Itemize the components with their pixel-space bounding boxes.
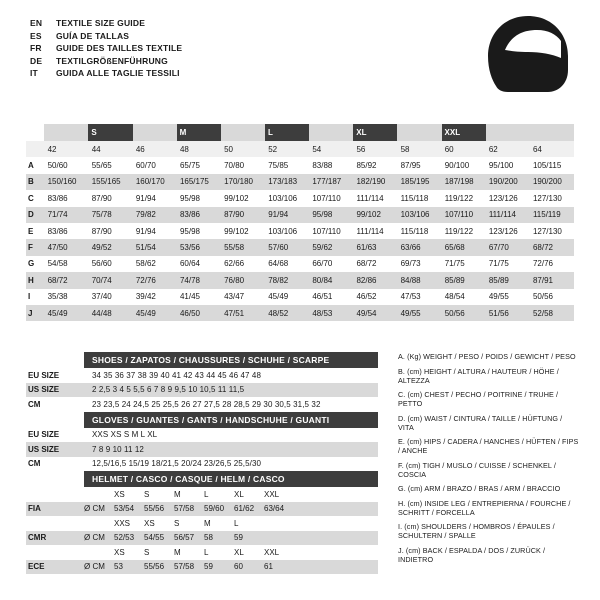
group-blank-4 — [309, 124, 353, 141]
cell: 84/88 — [398, 272, 442, 288]
helmet-size-value: 59 — [234, 533, 243, 543]
cell: 95/100 — [488, 161, 514, 171]
cell: 173/183 — [265, 174, 309, 190]
helmet-size-header: XXS — [114, 518, 131, 528]
group-blank-1 — [44, 124, 88, 141]
row-label: J — [26, 305, 45, 321]
helmet-size-value: 60 — [234, 562, 243, 572]
helmet-size-value: 59/60 — [204, 504, 225, 514]
size-number: 48 — [177, 141, 221, 157]
size-number-label — [26, 141, 45, 157]
language-row — [30, 56, 182, 66]
cell: 60/70 — [135, 161, 156, 171]
helmet-size-header: M — [174, 489, 181, 499]
size-number: 52 — [265, 141, 309, 157]
legend-item: C. (cm) CHEST / PECHO / POITRINE / TRUHE / PETTO — [398, 390, 559, 408]
helmet-size-value: 55/56 — [144, 504, 165, 514]
cell: 47/50 — [45, 239, 89, 255]
cell: 75/85 — [268, 161, 289, 171]
cell: 107/110 — [442, 207, 486, 223]
group-blank-2 — [133, 124, 177, 141]
helmet-size-header: XS — [144, 518, 155, 528]
cell: 185/195 — [398, 174, 442, 190]
cell: 53/56 — [177, 239, 221, 255]
helmet-standard-label: FIA — [28, 504, 41, 514]
cell: 99/102 — [224, 193, 249, 203]
shoes-row-label: EU SIZE — [28, 370, 60, 380]
group-blank-6 — [486, 124, 530, 141]
legend-item: D. (cm) WAIST / CINTURA / TAILLE / HÜFTUNG / VITA — [398, 413, 563, 432]
cell: 55/58 — [221, 239, 265, 255]
legend-item: J. (cm) BACK / ESPALDA / DOS / ZURÜCK / INDIETRO — [398, 545, 546, 564]
group-blank-7 — [530, 124, 574, 141]
cell: 48/53 — [309, 305, 353, 321]
helmet-size-header: XXL — [264, 547, 280, 557]
legend-item: G. (cm) ARM / BRAZO / BRAS / ARM / BRACCIO — [398, 484, 561, 493]
lower-tables — [26, 352, 378, 574]
helmet-size-header: S — [174, 518, 180, 528]
helmet-size-value: 56/57 — [174, 533, 195, 543]
shoes-row-values: 23 23,5 24 24,5 25 25,5 26 27 27,5 28 28,5 29 30 30,5 31,5 32 — [92, 399, 321, 409]
gloves-section-title: GLOVES / GUANTES / GANTS / HANDSCHUHE / GUANTI — [84, 412, 378, 428]
cell: 66/70 — [312, 259, 333, 269]
language-title: GUIDA ALLE TAGLIE TESSILI — [56, 68, 180, 78]
row-label: C — [28, 193, 34, 203]
cell: 83/86 — [47, 226, 68, 236]
cell: 46/52 — [356, 292, 377, 302]
group-size-m: M — [177, 124, 221, 141]
group-blank-3 — [221, 124, 265, 141]
cell: 58/62 — [135, 259, 156, 269]
group-size-xxl: XXL — [442, 124, 486, 141]
legend-item: F. (cm) TIGH / MUSLO / CUISSE / SCHENKEL / COSCIA — [398, 460, 556, 479]
helmet-cmr-value-row — [26, 531, 378, 546]
cell: 41/45 — [179, 292, 200, 302]
cell: 68/72 — [45, 272, 89, 288]
cell: 111/114 — [356, 193, 384, 203]
legend-item: E. (cm) HIPS / CADERA / HANCHES / HÜFTEN / FIPS / ANCHE — [398, 437, 579, 455]
shoes-row-label: CM — [28, 399, 41, 409]
row-label: A — [28, 161, 34, 171]
cell: 83/86 — [177, 207, 221, 223]
cell: 61/63 — [353, 239, 397, 255]
gloves-row-values: 12,5/16,5 15/19 18/21,5 20/24 23/26,5 25,5/30 — [92, 459, 262, 469]
gloves-row-label: US SIZE — [28, 444, 60, 454]
cell: 48/54 — [444, 292, 465, 302]
size-number: 64 — [530, 141, 574, 157]
shoes-row-label: US SIZE — [28, 385, 60, 395]
cell: 47/51 — [221, 305, 265, 321]
cell: 87/90 — [221, 207, 265, 223]
shoes-row-values: 34 35 36 37 38 39 40 41 42 43 44 45 46 47 48 — [92, 370, 261, 380]
cell: 87/95 — [400, 161, 421, 171]
helmet-size-value: 54/55 — [144, 533, 165, 543]
cell: 177/187 — [309, 174, 353, 190]
table-row — [26, 239, 574, 255]
helmet-size-header: L — [204, 547, 209, 557]
row-label: B — [26, 174, 45, 190]
helmet-size-header: XS — [114, 489, 125, 499]
helmet-unit: Ø CM — [84, 504, 105, 514]
cell: 71/75 — [444, 259, 465, 269]
cell: 127/130 — [532, 226, 562, 236]
cell: 57/60 — [265, 239, 309, 255]
row-label: E — [28, 226, 34, 236]
cell: 107/110 — [312, 226, 341, 236]
cell: 105/115 — [532, 161, 562, 171]
cell: 87/91 — [530, 272, 574, 288]
cell: 47/53 — [400, 292, 421, 302]
cell: 115/118 — [400, 193, 429, 203]
language-title: GUIDE DES TAILLES TEXTILE — [56, 43, 183, 53]
cell: 95/98 — [309, 207, 353, 223]
cell: 80/84 — [309, 272, 353, 288]
cell: 85/89 — [486, 272, 530, 288]
cell: 115/118 — [400, 226, 429, 236]
legend-item: B. (cm) HEIGHT / ALTURA / HAUTEUR / HÖHE / ALTEZZA — [398, 366, 559, 385]
size-number: 56 — [353, 141, 397, 157]
cell: 91/94 — [135, 193, 156, 203]
helmet-size-value: 61 — [264, 562, 273, 572]
cell: 95/98 — [179, 226, 200, 236]
helmet-size-header: S — [144, 547, 150, 557]
language-header — [30, 18, 182, 81]
cell: 85/92 — [356, 161, 377, 171]
helmet-size-value: 63/64 — [264, 504, 285, 514]
helmet-size-value: 58 — [204, 533, 213, 543]
helmet-size-value: 55/56 — [144, 562, 165, 572]
helmet-unit: Ø CM — [84, 533, 105, 543]
cell: 50/56 — [442, 305, 486, 321]
language-title: TEXTILE SIZE GUIDE — [56, 18, 146, 28]
helmet-unit-spacer — [84, 545, 114, 560]
shoes-row-values: 2 2,5 3 4 5 5,5 6 7 8 9 9,5 10 10,5 11 11,5 — [92, 385, 245, 395]
helmet-size-value: 59 — [204, 562, 213, 572]
group-blank-5 — [397, 124, 441, 141]
helmet-fia-value-row — [26, 502, 378, 517]
legend-item: H. (cm) INSIDE LEG / ENTREPIERNA / FOURCHE / SCHRITT / FORCELLA — [398, 498, 571, 517]
cell: 91/94 — [135, 226, 156, 236]
cell: 103/106 — [398, 207, 442, 223]
helmet-size-value: 57/58 — [174, 562, 195, 572]
cell: 170/180 — [221, 174, 265, 190]
helmet-fia-header-row — [26, 487, 378, 502]
language-row — [30, 68, 182, 78]
cell: 76/80 — [221, 272, 265, 288]
cell: 123/126 — [488, 226, 518, 236]
gloves-row-values: XXS XS S M L XL — [92, 430, 158, 440]
cell: 190/200 — [486, 174, 530, 190]
helmet-header-spacer — [26, 516, 84, 531]
helmet-size-header: L — [204, 489, 209, 499]
table-row — [26, 256, 574, 272]
helmet-cmr-header-row — [26, 516, 378, 531]
cell: 72/76 — [133, 272, 177, 288]
cell: 45/49 — [45, 305, 89, 321]
cell: 115/119 — [530, 207, 574, 223]
legend-item: I. (cm) SHOULDERS / HOMBROS / ÉPAULES / SCHULTERN / SPALLE — [398, 522, 555, 540]
cell: 91/94 — [265, 207, 309, 223]
language-code: FR — [30, 43, 42, 53]
cell: 70/80 — [224, 161, 245, 171]
cell: 68/72 — [356, 259, 377, 269]
row-label: G — [28, 259, 35, 269]
cell: 155/165 — [89, 174, 133, 190]
cell: 65/68 — [442, 239, 486, 255]
helmet-unit-spacer — [84, 487, 114, 502]
cell: 103/106 — [268, 226, 298, 236]
cell: 49/55 — [488, 292, 509, 302]
group-size-l: L — [265, 124, 309, 141]
language-row — [30, 18, 182, 28]
table-row — [26, 305, 574, 321]
shoes-row — [26, 397, 378, 412]
size-number-row — [26, 141, 574, 157]
cell: 54/58 — [47, 259, 68, 269]
language-row — [30, 43, 182, 53]
helmet-standard-label: CMR — [28, 533, 47, 543]
gloves-row-label: CM — [28, 459, 41, 469]
row-label: F — [26, 239, 45, 255]
cell: 68/72 — [530, 239, 574, 255]
cell: 87/90 — [91, 226, 112, 236]
cell: 55/65 — [91, 161, 112, 171]
measurement-legend — [398, 352, 580, 569]
size-group-header-row — [26, 124, 574, 141]
cell: 49/55 — [398, 305, 442, 321]
shoes-row — [26, 383, 378, 398]
shoes-section-title: SHOES / ZAPATOS / CHAUSSURES / SCHUHE / SCARPE — [84, 352, 378, 368]
helmet-unit-spacer — [84, 516, 114, 531]
cell: 87/90 — [91, 193, 112, 203]
cell: 83/86 — [47, 193, 68, 203]
row-label: H — [26, 272, 45, 288]
language-code: DE — [30, 55, 43, 66]
cell: 65/75 — [179, 161, 200, 171]
gloves-row — [26, 442, 378, 457]
cell: 48/52 — [265, 305, 309, 321]
cell: 111/114 — [486, 207, 530, 223]
helmet-size-header: M — [204, 518, 211, 528]
cell: 50/60 — [47, 161, 68, 171]
cell: 160/170 — [133, 174, 177, 190]
size-number: 62 — [486, 141, 530, 157]
cell: 187/198 — [442, 174, 486, 190]
table-row — [26, 223, 574, 239]
helmet-size-value: 53 — [114, 562, 123, 572]
cell: 71/75 — [488, 259, 509, 269]
cell: 127/130 — [532, 193, 562, 203]
gloves-row-label: EU SIZE — [28, 430, 60, 440]
cell: 79/82 — [133, 207, 177, 223]
cell: 82/86 — [353, 272, 397, 288]
group-size-s: S — [88, 124, 132, 141]
cell: 182/190 — [353, 174, 397, 190]
cell: 90/100 — [444, 161, 470, 171]
cell: 190/200 — [530, 174, 574, 190]
size-number: 50 — [221, 141, 265, 157]
table-row — [26, 157, 574, 173]
table-row — [26, 190, 574, 206]
cell: 63/66 — [398, 239, 442, 255]
cell: 67/70 — [486, 239, 530, 255]
shoes-row — [26, 368, 378, 383]
gloves-row — [26, 428, 378, 443]
cell: 150/160 — [45, 174, 89, 190]
size-number: 58 — [398, 141, 442, 157]
table-row — [26, 289, 574, 305]
cell: 75/78 — [89, 207, 133, 223]
cell: 46/51 — [312, 292, 333, 302]
cell: 99/102 — [224, 226, 249, 236]
cell: 99/102 — [353, 207, 397, 223]
cell: 119/122 — [444, 193, 474, 203]
cell: 62/66 — [224, 259, 245, 269]
cell: 70/74 — [89, 272, 133, 288]
helmet-size-header: XL — [234, 547, 244, 557]
cell: 85/89 — [442, 272, 486, 288]
helmet-size-value: 52/53 — [114, 533, 135, 543]
gloves-row-values: 7 8 9 10 11 12 — [92, 444, 144, 454]
table-row — [26, 207, 574, 223]
cell: 56/60 — [91, 259, 112, 269]
cell: 45/49 — [133, 305, 177, 321]
cell: 69/73 — [400, 259, 421, 269]
cell: 78/82 — [265, 272, 309, 288]
row-label: I — [28, 292, 31, 302]
helmet-header-spacer — [26, 487, 84, 502]
cell: 45/49 — [268, 292, 289, 302]
gloves-row — [26, 457, 378, 472]
helmet-unit: Ø CM — [84, 562, 105, 572]
cell: 44/48 — [89, 305, 133, 321]
group-label-spacer — [26, 124, 44, 141]
size-number: 46 — [133, 141, 177, 157]
language-code: IT — [30, 68, 38, 78]
table-row — [26, 174, 574, 190]
helmet-ece-header-row — [26, 545, 378, 560]
language-code: ES — [30, 30, 42, 41]
cell: 43/47 — [224, 292, 245, 302]
cell: 51/56 — [486, 305, 530, 321]
size-number: 60 — [442, 141, 486, 157]
helmet-header-spacer — [26, 545, 84, 560]
cell: 72/76 — [532, 259, 553, 269]
cell: 60/64 — [179, 259, 200, 269]
legend-item: A. (Kg) WEIGHT / PESO / POIDS / GEWICHT / PESO — [398, 352, 576, 361]
helmet-size-header: XL — [234, 489, 244, 499]
cell: 123/126 — [488, 193, 518, 203]
cell: 37/40 — [91, 292, 112, 302]
table-row — [26, 272, 574, 288]
cell: 107/110 — [312, 193, 341, 203]
group-size-xl: XL — [353, 124, 397, 141]
cell: 35/38 — [47, 292, 68, 302]
language-title: GUÍA DE TALLAS — [56, 30, 130, 41]
cell: 111/114 — [356, 226, 384, 236]
helmet-size-value: 57/58 — [174, 504, 195, 514]
helmet-size-header: XXL — [264, 489, 280, 499]
helmet-size-header: M — [174, 547, 181, 557]
cell: 165/175 — [177, 174, 221, 190]
helmet-size-header: S — [144, 489, 150, 499]
cell: 103/106 — [268, 193, 298, 203]
helmet-size-header: L — [234, 518, 239, 528]
size-number: 42 — [45, 141, 89, 157]
cell: 71/74 — [45, 207, 89, 223]
cell: 39/42 — [135, 292, 156, 302]
cell: 74/78 — [177, 272, 221, 288]
helmet-ece-value-row — [26, 560, 378, 575]
cell: 52/58 — [530, 305, 574, 321]
helmet-size-header: XS — [114, 547, 125, 557]
helmet-section-title: HELMET / CASCO / CASQUE / HELM / CASCO — [84, 471, 378, 487]
helmet-standard-label: ECE — [28, 562, 45, 572]
cell: 64/68 — [268, 259, 289, 269]
cell: 49/52 — [89, 239, 133, 255]
cell: 59/62 — [309, 239, 353, 255]
size-number: 54 — [309, 141, 353, 157]
language-code: EN — [30, 18, 43, 28]
cell: 119/122 — [444, 226, 474, 236]
cell: 95/98 — [179, 193, 200, 203]
cell: 50/56 — [532, 292, 553, 302]
cell: 46/50 — [177, 305, 221, 321]
helmet-icon — [482, 14, 574, 100]
main-size-table — [26, 124, 574, 321]
helmet-size-value: 53/54 — [114, 504, 135, 514]
size-number: 44 — [89, 141, 133, 157]
language-title: TEXTILGRÖßENFÜHRUNG — [56, 55, 168, 66]
cell: 51/54 — [133, 239, 177, 255]
row-label: D — [26, 207, 45, 223]
language-row — [30, 31, 182, 41]
helmet-size-value: 61/62 — [234, 504, 255, 514]
cell: 83/88 — [312, 161, 333, 171]
cell: 49/54 — [353, 305, 397, 321]
